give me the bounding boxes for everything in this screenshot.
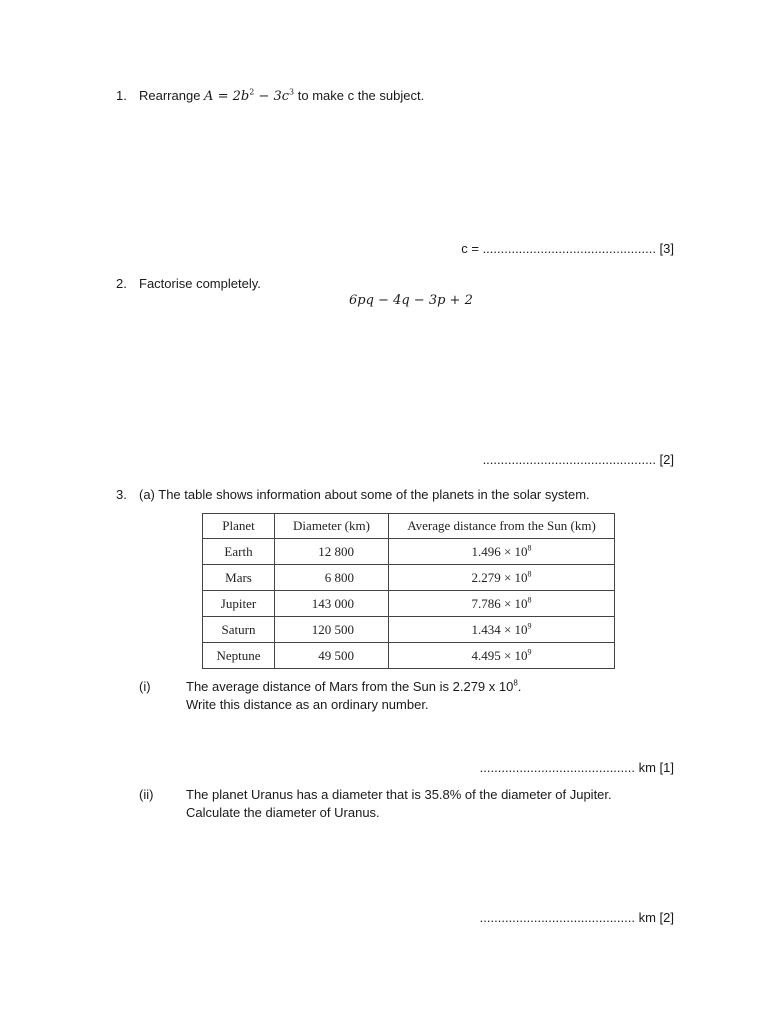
question-1-text — [139, 88, 424, 104]
question-2-answer-line[interactable]: ................................................ [2] — [482, 452, 674, 467]
distance-value: 4.495 × 10 — [471, 647, 528, 663]
part-i-label: (i) — [139, 679, 151, 694]
table-row — [203, 565, 615, 591]
distance-value: 7.786 × 10 — [471, 595, 528, 611]
table-header-row — [203, 514, 615, 539]
equation-term-1: 2b — [232, 89, 250, 104]
distance-value: 1.434 × 10 — [471, 621, 528, 637]
table-row — [203, 643, 615, 669]
equation-equals: = — [213, 89, 233, 104]
distance-value: 2.279 × 10 — [471, 569, 528, 585]
table-cell-distance — [389, 617, 615, 643]
table-header-planet: Planet — [203, 514, 275, 539]
table-cell-diameter: 143 000 — [275, 591, 389, 617]
part-i-line-2: Write this distance as an ordinary number. — [186, 697, 429, 712]
table-cell-planet: Neptune — [203, 643, 275, 669]
table-cell-distance — [389, 591, 615, 617]
distance-exponent: 9 — [527, 647, 532, 657]
equation-term-2: 3c — [273, 89, 290, 104]
table-cell-distance — [389, 539, 615, 565]
table-row — [203, 591, 615, 617]
distance-exponent: 9 — [527, 621, 532, 631]
table-cell-diameter: 120 500 — [275, 617, 389, 643]
part-i-line-1-text: The average distance of Mars from the Sun is 2.279 x 10 — [186, 679, 514, 694]
table-cell-distance — [389, 643, 615, 669]
question-1-text-after: to make c the subject. — [294, 88, 425, 103]
part-ii-line-1: The planet Uranus has a diameter that is 35.8% of the diameter of Jupiter. — [186, 787, 612, 802]
part-i-line-1 — [186, 678, 521, 696]
table-cell-planet: Jupiter — [203, 591, 275, 617]
equation-term-1-exponent: 2 — [249, 87, 255, 97]
table-row — [203, 617, 615, 643]
part-i-line-1-end: . — [517, 679, 522, 694]
table-header-diameter: Diameter (km) — [275, 514, 389, 539]
table-cell-diameter: 49 500 — [275, 643, 389, 669]
equation-term-2-exponent: 3 — [289, 87, 295, 97]
question-1-equation — [204, 89, 294, 104]
distance-value: 1.496 × 10 — [471, 543, 528, 559]
question-1-text-before: Rearrange — [139, 88, 205, 103]
part-i-answer-line[interactable]: ........................................... km [1] — [479, 760, 674, 775]
distance-exponent: 8 — [527, 569, 532, 579]
question-2-text: Factorise completely. — [139, 276, 261, 291]
table-cell-diameter: 12 800 — [275, 539, 389, 565]
question-3-number: 3. — [116, 487, 127, 502]
part-ii-label: (ii) — [139, 787, 154, 802]
distance-exponent: 8 — [527, 543, 532, 553]
part-ii-text — [186, 786, 612, 822]
part-ii-answer-line[interactable]: ........................................... km [2] — [479, 910, 674, 925]
table-cell-planet: Earth — [203, 539, 275, 565]
table-cell-planet: Saturn — [203, 617, 275, 643]
question-1-answer-line[interactable]: c = ................................................ [3] — [461, 241, 674, 256]
part-ii-line-2: Calculate the diameter of Uranus. — [186, 805, 380, 820]
table-header-distance: Average distance from the Sun (km) — [389, 514, 615, 539]
table-row — [203, 539, 615, 565]
question-2-expression: 6pq − 4q − 3p + 2 — [349, 293, 473, 308]
part-i-text — [186, 678, 521, 714]
table-cell-distance — [389, 565, 615, 591]
part-i-exponent: 8 — [513, 678, 518, 688]
table-cell-diameter: 6 800 — [275, 565, 389, 591]
equation-minus: − — [254, 89, 274, 104]
planets-table — [202, 513, 615, 669]
table-cell-planet: Mars — [203, 565, 275, 591]
question-1-number: 1. — [116, 88, 127, 103]
distance-exponent: 8 — [527, 595, 532, 605]
question-3-intro: (a) The table shows information about some of the planets in the solar system. — [139, 487, 590, 502]
question-2-number: 2. — [116, 276, 127, 291]
equation-lhs: A — [204, 89, 214, 104]
